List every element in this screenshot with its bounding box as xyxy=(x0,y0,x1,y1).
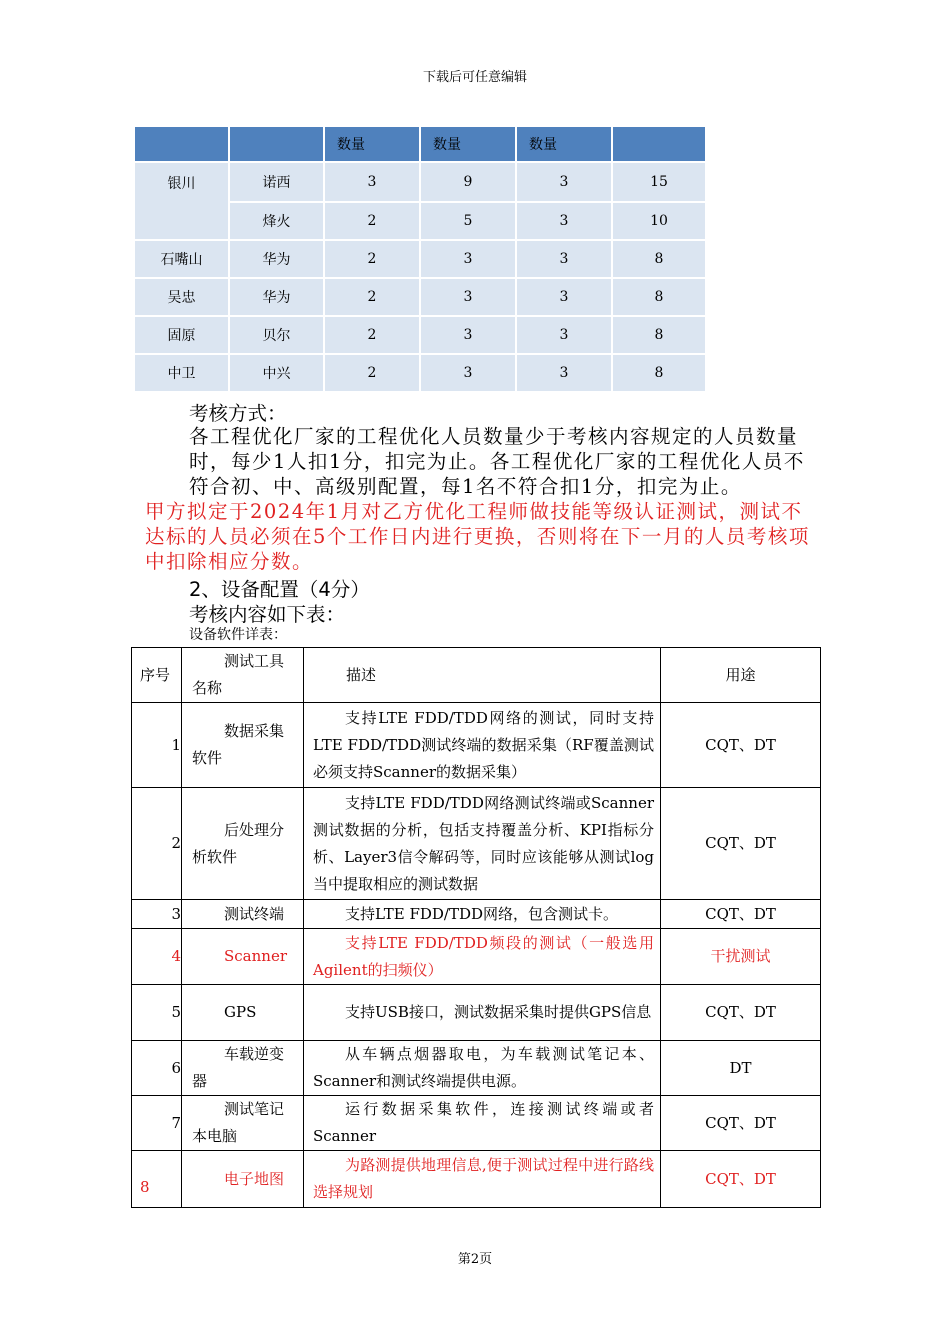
desc-cell xyxy=(304,900,661,929)
tool-label: 后处理分析软件 xyxy=(192,820,285,866)
total-cell: 8 xyxy=(612,316,706,354)
tool-cell xyxy=(182,703,304,788)
staff-header-count-2: 数量 xyxy=(420,126,516,162)
equipment-table xyxy=(131,647,821,1208)
assessment-body xyxy=(145,424,815,574)
desc-text: 支持LTE FDD/TDD网络，包含测试卡。 xyxy=(345,904,619,923)
tool-label: 测试终端 xyxy=(224,904,285,923)
desc-cell xyxy=(304,1096,661,1151)
desc-text: 支持LTE FDD/TDD频段的测试（一般选用Agilent的扫频仪） xyxy=(313,933,654,979)
use-cell: CQT、DT xyxy=(661,985,821,1041)
section-subheading: 考核内容如下表： xyxy=(189,603,346,626)
city-cell: 石嘴山 xyxy=(134,240,229,278)
vendor-cell: 诺西 xyxy=(229,162,324,202)
header-tool-label: 测试工具名称 xyxy=(192,652,285,697)
total-cell: 15 xyxy=(612,162,706,202)
vendor-cell: 华为 xyxy=(229,278,324,316)
staff-header-count-3: 数量 xyxy=(516,126,612,162)
table-row xyxy=(132,900,821,929)
assessment-heading: 考核方式： xyxy=(189,402,287,425)
count-cell: 3 xyxy=(420,316,516,354)
header-seq: 序号 xyxy=(132,648,182,703)
tool-label: GPS xyxy=(224,1003,257,1021)
seq-cell: 1 xyxy=(132,703,182,788)
staff-header-vendor xyxy=(229,126,324,162)
use-cell: DT xyxy=(661,1041,821,1096)
vendor-cell: 华为 xyxy=(229,240,324,278)
tool-label: 车载逆变器 xyxy=(192,1045,285,1090)
tool-cell xyxy=(182,1096,304,1151)
table-row xyxy=(132,1096,821,1151)
count-cell: 2 xyxy=(324,316,420,354)
count-cell: 3 xyxy=(420,278,516,316)
header-tool xyxy=(182,648,304,703)
count-cell: 3 xyxy=(516,240,612,278)
table-row xyxy=(134,162,706,202)
tool-cell xyxy=(182,1151,304,1208)
assessment-paragraph: 各工程优化厂家的工程优化人员数量少于考核内容规定的人员数量时，每少1人扣1分，扣完为止。各工程优化厂家的工程优化人员不符合初、中、高级别配置，每1名不符合扣1分，扣完为止。 xyxy=(189,425,805,498)
use-cell: CQT、DT xyxy=(661,1096,821,1151)
staff-header-count-1: 数量 xyxy=(324,126,420,162)
staff-table xyxy=(133,125,707,393)
count-cell: 9 xyxy=(420,162,516,202)
seq-cell: 5 xyxy=(132,985,182,1041)
desc-text: 从车辆点烟器取电，为车载测试笔记本、Scanner和测试终端提供电源。 xyxy=(313,1045,654,1090)
tool-cell xyxy=(182,1041,304,1096)
header-desc: 描述 xyxy=(304,648,661,703)
count-cell: 3 xyxy=(516,202,612,240)
count-cell: 3 xyxy=(516,278,612,316)
count-cell: 3 xyxy=(420,240,516,278)
table-row xyxy=(134,240,706,278)
tool-label: Scanner xyxy=(224,947,287,965)
use-cell: CQT、DT xyxy=(661,1151,821,1208)
vendor-cell: 烽火 xyxy=(229,202,324,240)
desc-text: 支持LTE FDD/TDD网络的测试，同时支持LTE FDD/TDD测试终端的数据采集（RF覆盖测试必须支持Scanner的数据采集） xyxy=(313,708,654,781)
table-row xyxy=(132,788,821,900)
table-row xyxy=(132,985,821,1041)
table-caption: 设备软件详表： xyxy=(189,627,287,643)
total-cell: 8 xyxy=(612,354,706,392)
count-cell: 3 xyxy=(516,354,612,392)
table-row xyxy=(132,1041,821,1096)
seq-cell: 2 xyxy=(132,788,182,900)
count-cell: 5 xyxy=(420,202,516,240)
equipment-table-header xyxy=(132,648,821,703)
tool-label: 电子地图 xyxy=(224,1169,285,1188)
total-cell: 10 xyxy=(612,202,706,240)
city-cell: 中卫 xyxy=(134,354,229,392)
staff-header-city xyxy=(134,126,229,162)
tool-label: 数据采集软件 xyxy=(192,722,285,767)
desc-text: 支持LTE FDD/TDD网络测试终端或Scanner测试数据的分析，包括支持覆盖分析、KPI指标分析、Layer3信令解码等，同时应该能够从测试log当中提取相应的测试数据 xyxy=(313,793,654,893)
desc-cell xyxy=(304,788,661,900)
use-cell: CQT、DT xyxy=(661,788,821,900)
staff-table-header xyxy=(134,126,706,162)
desc-cell xyxy=(304,1151,661,1208)
city-cell: 银川 xyxy=(134,162,229,240)
page-header-note: 下载后可任意编辑 xyxy=(422,70,527,85)
certification-notice: 甲方拟定于2024年1月对乙方优化工程师做技能等级认证测试，测试不达标的人员必须在5个工作日内进行更换，否则将在下一月的人员考核项中扣除相应分数。 xyxy=(145,500,810,573)
tool-cell xyxy=(182,900,304,929)
count-cell: 3 xyxy=(516,162,612,202)
count-cell: 3 xyxy=(516,316,612,354)
table-row xyxy=(134,354,706,392)
use-cell: 干扰测试 xyxy=(661,929,821,985)
staff-header-total xyxy=(612,126,706,162)
table-row xyxy=(134,278,706,316)
page-number: 第2页 xyxy=(457,1252,493,1267)
desc-text: 运行数据采集软件，连接测试终端或者Scanner xyxy=(313,1100,654,1145)
tool-cell xyxy=(182,985,304,1041)
vendor-cell: 中兴 xyxy=(229,354,324,392)
section-heading: 2、设备配置（4分） xyxy=(189,578,370,601)
desc-cell xyxy=(304,1041,661,1096)
seq-cell: 3 xyxy=(132,900,182,929)
seq-cell: 7 xyxy=(132,1096,182,1151)
count-cell: 2 xyxy=(324,278,420,316)
vendor-cell: 贝尔 xyxy=(229,316,324,354)
table-row xyxy=(132,703,821,788)
use-cell: CQT、DT xyxy=(661,703,821,788)
seq-cell: 6 xyxy=(132,1041,182,1096)
desc-text: 为路测提供地理信息,便于测试过程中进行路线选择规划 xyxy=(313,1156,654,1201)
count-cell: 2 xyxy=(324,240,420,278)
total-cell: 8 xyxy=(612,240,706,278)
desc-cell xyxy=(304,985,661,1041)
use-cell: CQT、DT xyxy=(661,900,821,929)
city-cell: 固原 xyxy=(134,316,229,354)
table-row xyxy=(132,1151,821,1208)
table-row xyxy=(132,929,821,985)
seq-cell: 8 xyxy=(132,1151,182,1208)
count-cell: 3 xyxy=(420,354,516,392)
total-cell: 8 xyxy=(612,278,706,316)
count-cell: 2 xyxy=(324,354,420,392)
seq-cell: 4 xyxy=(132,929,182,985)
count-cell: 3 xyxy=(324,162,420,202)
count-cell: 2 xyxy=(324,202,420,240)
desc-cell xyxy=(304,929,661,985)
header-use: 用途 xyxy=(661,648,821,703)
desc-cell xyxy=(304,703,661,788)
desc-text: 支持USB接口，测试数据采集时提供GPS信息 xyxy=(345,1003,652,1021)
city-cell: 吴忠 xyxy=(134,278,229,316)
tool-cell xyxy=(182,929,304,985)
tool-cell xyxy=(182,788,304,900)
tool-label: 测试笔记本电脑 xyxy=(192,1100,285,1145)
table-row xyxy=(134,316,706,354)
